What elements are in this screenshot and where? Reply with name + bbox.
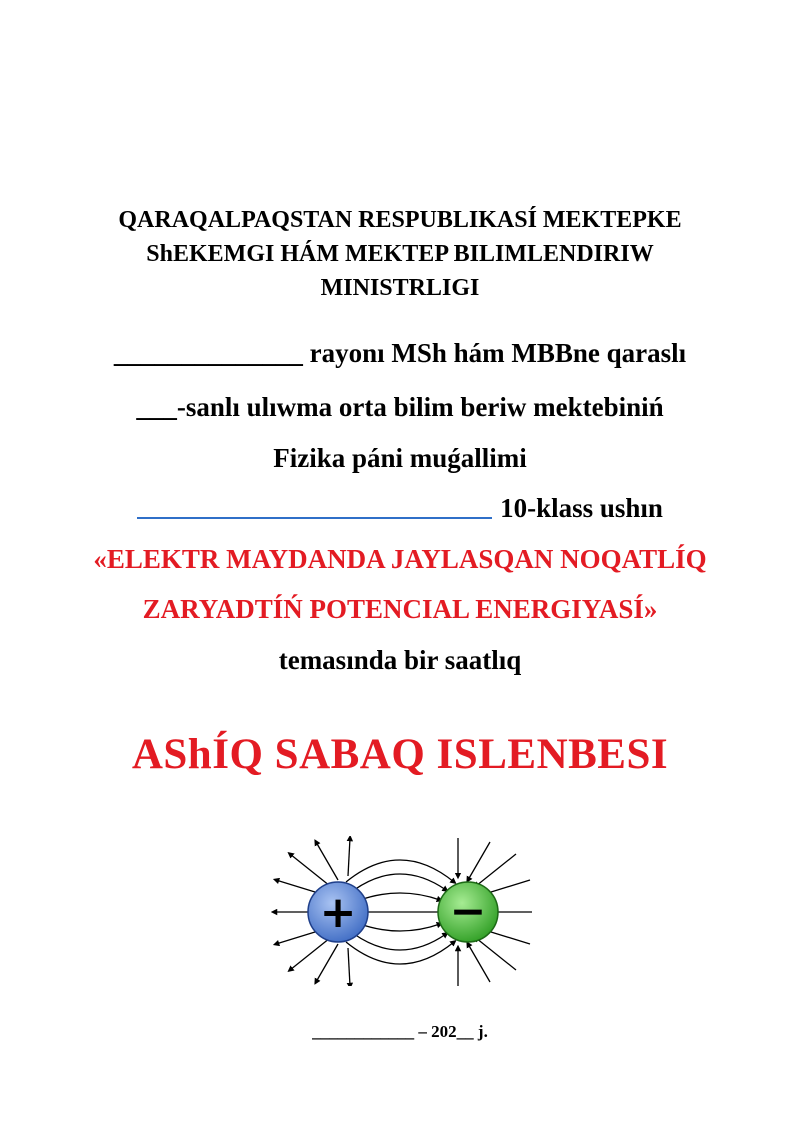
ministry-line-2: ShEKEMGI HÁM MEKTEP BILIMLENDIRIW xyxy=(146,241,654,267)
negative-symbol: − xyxy=(449,886,487,937)
positive-charge xyxy=(308,882,368,942)
document-title: AShÍQ SABAQ ISLENBESI xyxy=(131,731,669,778)
electric-field-diagram xyxy=(268,836,538,986)
teacher-class-line xyxy=(0,493,800,524)
topic-line-1: «ELEKTR MAYDANDA JAYLASQAN NOQATLÍQ xyxy=(93,544,707,574)
ministry-line-3: MINISTRLIGI xyxy=(320,275,480,301)
district-line: ______________ rayonı MSh hám MBBne qaraslı xyxy=(113,338,687,368)
class-label: 10-klass ushın xyxy=(500,493,663,523)
ministry-line-1: QARAQALPAQSTAN RESPUBLIKASÍ MEKTEPKE xyxy=(118,207,682,233)
topic-line-2: ZARYADTÍŃ POTENCIAL ENERGIYASÍ» xyxy=(142,594,658,624)
positive-symbol: + xyxy=(319,887,357,938)
footer-date: ____________ – 202__ j. xyxy=(312,1022,488,1041)
school-line: ___-sanlı ulıwma orta bilim beriw mektebiniń xyxy=(136,392,664,422)
teacher-line: Fizika páni muǵallimi xyxy=(273,443,527,473)
negative-charge xyxy=(438,882,498,942)
lesson-duration: temasında bir saatlıq xyxy=(278,645,522,675)
teacher-name-blank xyxy=(137,495,492,519)
